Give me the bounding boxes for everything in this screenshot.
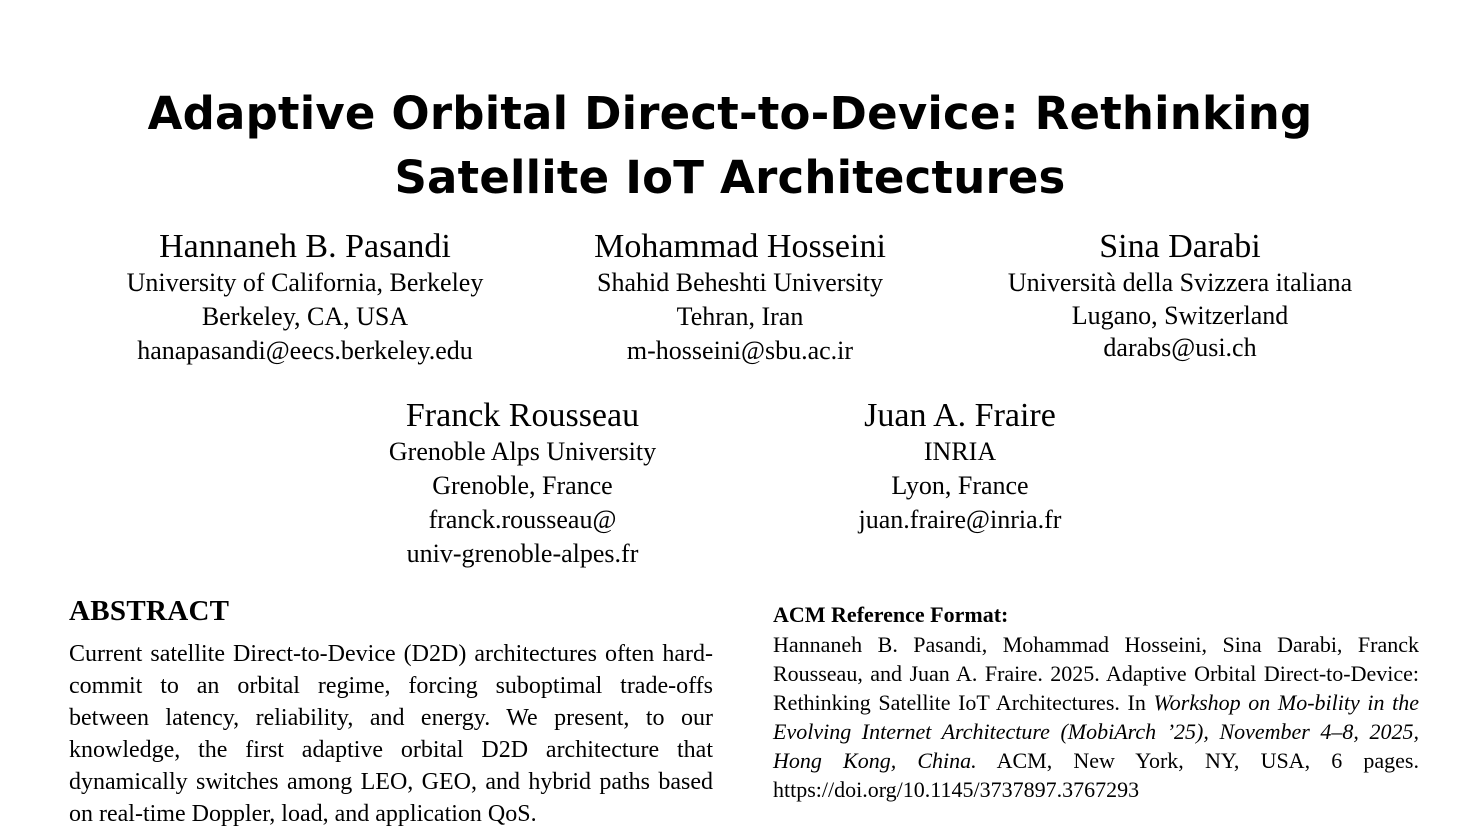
- author-block-hosseini: [500, 228, 980, 368]
- author-block-darabi: [930, 228, 1430, 364]
- author-location: Tehran, Iran: [676, 302, 804, 331]
- paper-title-line-1: Adaptive Orbital Direct-to-Device: Rethinking: [147, 87, 1313, 140]
- author-affiliation: INRIA: [923, 437, 997, 466]
- author-location: Lyon, France: [891, 471, 1029, 500]
- author-name: Mohammad Hosseini: [594, 228, 886, 265]
- author-location: Lugano, Switzerland: [1071, 301, 1289, 330]
- acm-reference-authors-title: Hannaneh B. Pasandi, Mohammad Hosseini, Sina Darabi, Franck Rousseau, and Juan A. Fraire. 2025. Adaptive Orbital Direct-to-Device: Rethinking Satellite IoT Architectures. In: [773, 632, 1419, 715]
- author-block-pasandi: [60, 228, 550, 368]
- acm-reference-publisher-doi: ACM, New York, NY, USA, 6 pages. https://doi.org/10.1145/3737897.3767293: [773, 748, 1419, 802]
- author-email[interactable]: m-hosseini@sbu.ac.ir: [626, 336, 854, 365]
- author-email[interactable]: darabs@usi.ch: [1103, 333, 1257, 362]
- author-name: Sina Darabi: [1099, 228, 1261, 265]
- author-email[interactable]: juan.fraire@inria.fr: [858, 505, 1062, 534]
- author-block-rousseau: [280, 397, 765, 571]
- author-affiliation: Grenoble Alps University: [388, 437, 657, 466]
- author-name: Juan A. Fraire: [864, 397, 1056, 434]
- acm-reference-venue: Workshop on Mo-bility in the Evolving Internet Architecture (MobiArch ’25), November 4–8, 2025, Hong Kong, China.: [773, 690, 1419, 773]
- author-affiliation: Università della Svizzera italiana: [1007, 268, 1353, 297]
- author-email[interactable]: hanapasandi@eecs.berkeley.edu: [137, 336, 473, 365]
- author-location: Berkeley, CA, USA: [201, 302, 409, 331]
- acm-reference-text: [773, 630, 1419, 804]
- acm-reference-heading: ACM Reference Format:: [773, 602, 1009, 627]
- author-email[interactable]: franck.rousseau@: [428, 505, 617, 534]
- author-affiliation: University of California, Berkeley: [126, 268, 484, 297]
- author-name: Hannaneh B. Pasandi: [159, 228, 451, 265]
- paper-title-line-2: Satellite IoT Architectures: [394, 151, 1066, 204]
- author-location: Grenoble, France: [432, 471, 613, 500]
- author-block-fraire: [720, 397, 1200, 537]
- paper-title: [0, 82, 1460, 210]
- author-email-continued[interactable]: univ-grenoble-alpes.fr: [406, 539, 639, 568]
- author-affiliation: Shahid Beheshti University: [597, 268, 883, 297]
- abstract-heading: ABSTRACT: [69, 595, 230, 627]
- author-name: Franck Rousseau: [405, 397, 640, 434]
- abstract-text: Current satellite Direct-to-Device (D2D) architectures often hard-commit to an orbital regime, forcing suboptimal trade-offs between latency, reliability, and energy. We present, to our knowledge, the first adaptive orbital D2D architecture that dynamically switches among LEO, GEO, and hybrid paths based on real-time Doppler, load, and application QoS.: [69, 641, 713, 827]
